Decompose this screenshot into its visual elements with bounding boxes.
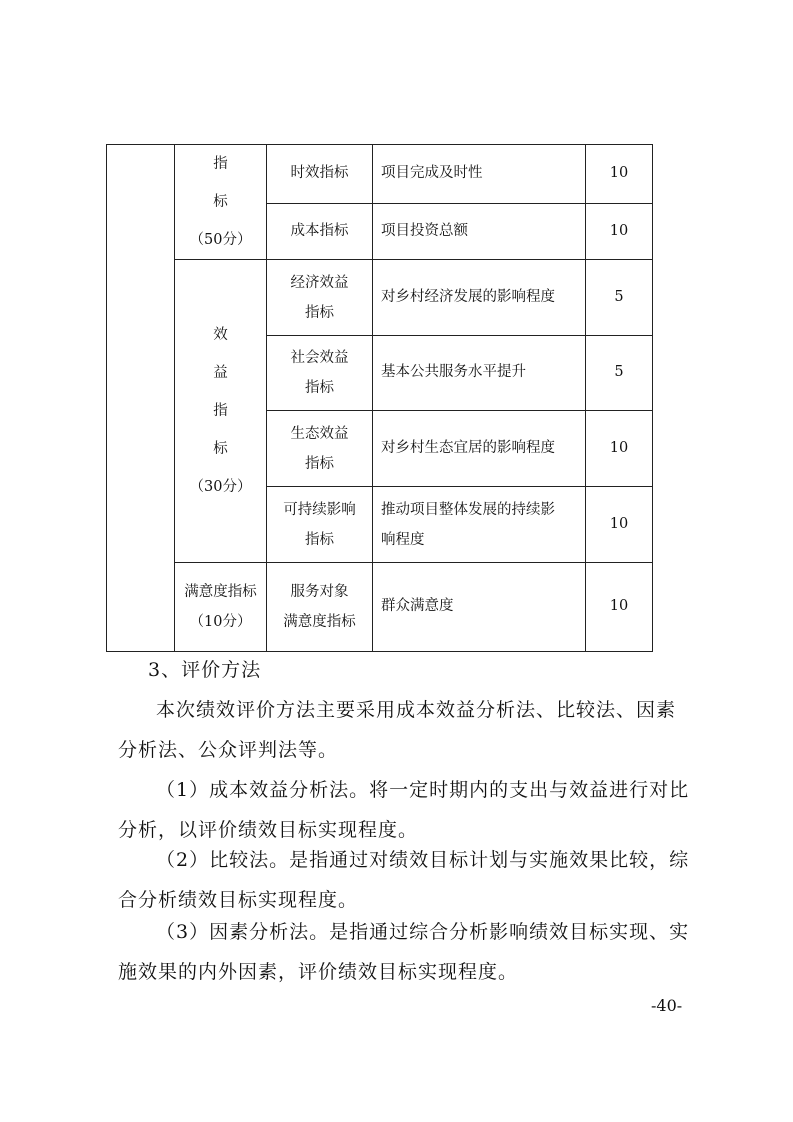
indicator-cell: 成本指标	[267, 203, 373, 259]
score-cell: 10	[586, 487, 653, 563]
page-number: -40-	[651, 996, 683, 1015]
paragraph-method-3: （3）因素分析法。是指通过综合分析影响绩效目标实现、实 施效果的内外因素，评价绩效目标实现程度。	[118, 921, 690, 983]
content-cell: 基本公共服务水平提升	[373, 336, 586, 411]
content-cell: 项目完成及时性	[373, 145, 586, 204]
score-cell: 10	[586, 145, 653, 204]
score-cell: 10	[586, 411, 653, 487]
group-cell-benefit: 效 益 指 标 （30分）	[175, 260, 267, 563]
indicator-cell: 生态效益 指标	[267, 411, 373, 487]
group-cell-output: 指 标 （50分）	[175, 145, 267, 260]
evaluation-index-table	[106, 144, 653, 652]
score-cell: 5	[586, 260, 653, 336]
indicator-cell: 时效指标	[267, 145, 373, 204]
paragraph-method-1: （1）成本效益分析法。将一定时期内的支出与效益进行对比 分析，以评价绩效目标实现程度。	[118, 779, 690, 841]
table-first-column-cell	[107, 145, 175, 652]
indicator-cell: 服务对象 满意度指标	[267, 563, 373, 652]
content-cell: 推动项目整体发展的持续影 响程度	[373, 487, 586, 563]
paragraph-method-2: （2）比较法。是指通过对绩效目标计划与实施效果比较，综 合分析绩效目标实现程度。	[118, 849, 690, 911]
indicator-cell: 经济效益 指标	[267, 260, 373, 336]
group-cell-satisfaction: 满意度指标 （10分）	[175, 563, 267, 652]
content-cell: 对乡村经济发展的影响程度	[373, 260, 586, 336]
score-cell: 5	[586, 336, 653, 411]
content-cell: 群众满意度	[373, 563, 586, 652]
indicator-cell: 可持续影响 指标	[267, 487, 373, 563]
score-cell: 10	[586, 563, 653, 652]
section-heading: 3、评价方法	[148, 659, 262, 681]
content-cell: 对乡村生态宜居的影响程度	[373, 411, 586, 487]
score-cell: 10	[586, 203, 653, 259]
paragraph-intro: 本次绩效评价方法主要采用成本效益分析法、比较法、因素 分析法、公众评判法等。	[118, 699, 677, 761]
indicator-cell: 社会效益 指标	[267, 336, 373, 411]
content-cell: 项目投资总额	[373, 203, 586, 259]
